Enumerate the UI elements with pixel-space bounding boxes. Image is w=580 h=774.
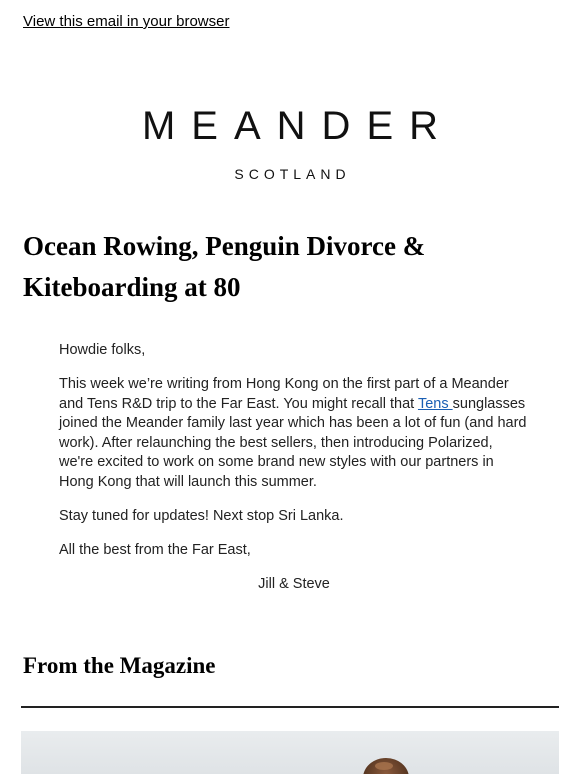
intro-text-after: sunglasses joined the Meander family last year which has been a lot of fun (and hard work). After relaunching the best sellers, then introducing Polarized, we're excited to work on some brand new styles with our partners in Hong Kong that will launch this summer. (59, 395, 527, 490)
brand-name: MEANDER (141, 104, 455, 148)
intro-text-before: This week we’re writing from Hong Kong on the first part of a Meander and Tens R&D trip to the Far East. You might recall that (59, 376, 509, 412)
greeting-text: Howdie folks, (59, 342, 146, 358)
tens-link[interactable]: Tens (417, 395, 453, 412)
section-divider (21, 706, 559, 708)
signoff-text: Jill & Steve (258, 575, 330, 592)
newsletter-headline: Ocean Rowing, Penguin Divorce & Kiteboarding at 80 (23, 231, 426, 302)
closing-paragraph: All the best from the Far East, (59, 541, 251, 558)
magazine-section-title: From the Magazine (23, 653, 216, 678)
magazine-hero-image[interactable] (21, 731, 559, 774)
updates-paragraph: Stay tuned for updates! Next stop Sri Lanka. (59, 507, 344, 524)
intro-paragraph (59, 375, 529, 492)
letter-body (59, 341, 529, 609)
brand-subtitle: SCOTLAND (234, 166, 351, 182)
brand-logo[interactable] (0, 104, 580, 182)
view-in-browser-link[interactable]: View this email in your browser (23, 13, 230, 30)
hair-highlight-shape (375, 762, 393, 770)
